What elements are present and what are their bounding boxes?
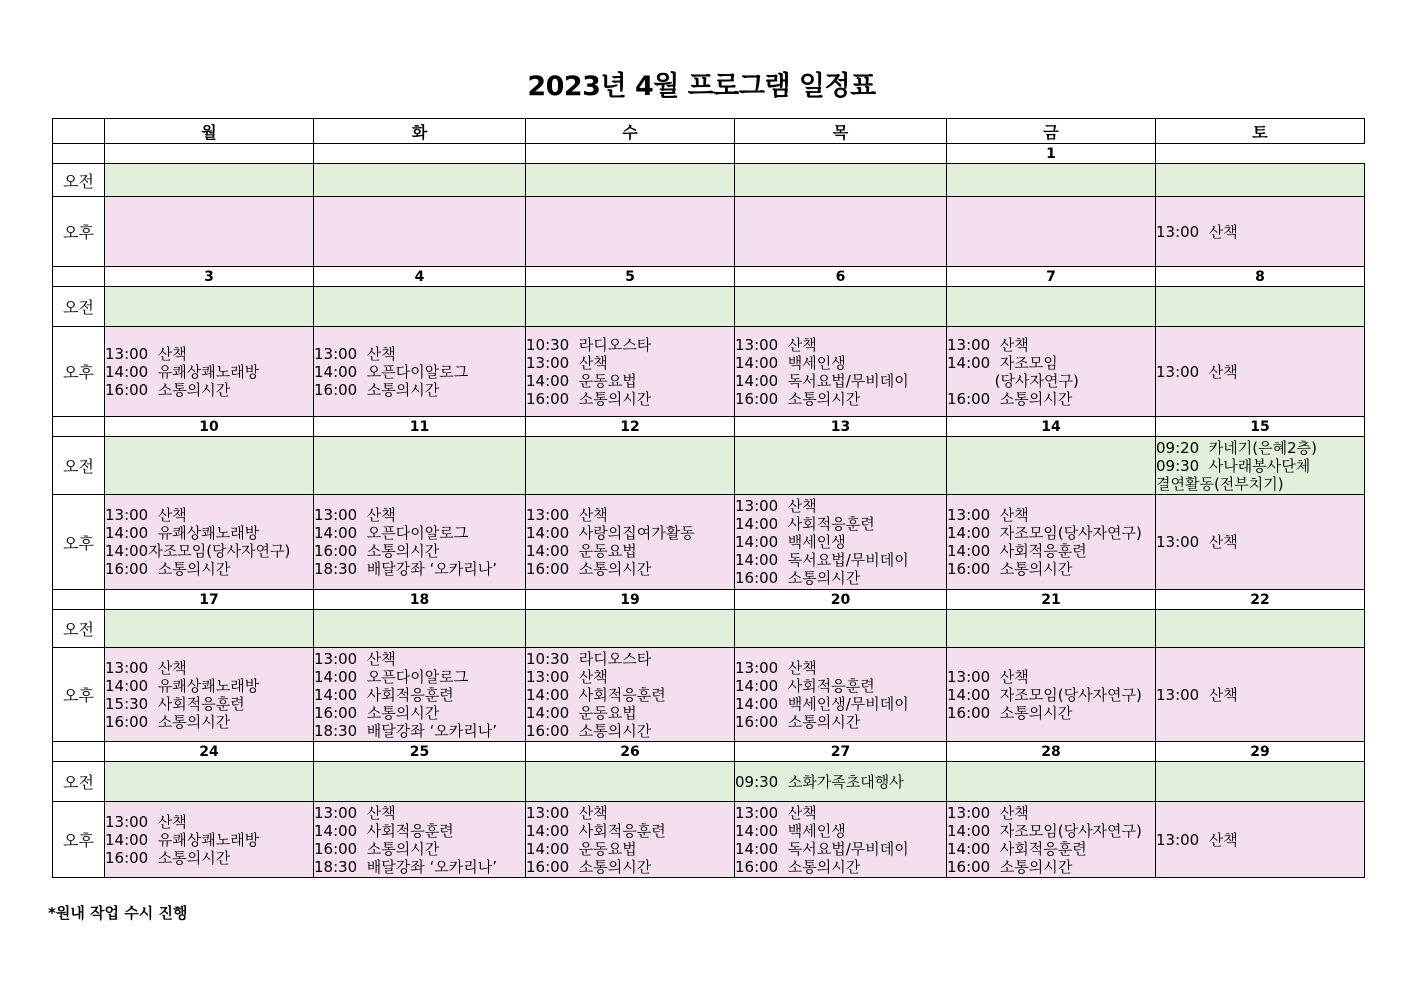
- schedule-cell: [105, 648, 314, 742]
- schedule-cell: [526, 648, 735, 742]
- schedule-entry: 18:30 배달강좌 ‘오카리나’: [314, 721, 497, 740]
- schedule-cell: [735, 197, 947, 267]
- day-header-sat: 토: [1156, 119, 1365, 144]
- schedule-cell: [1156, 648, 1365, 742]
- schedule-entry: 14:00 유쾌상쾌노래방: [105, 362, 260, 381]
- schedule-cell: [526, 802, 735, 878]
- schedule-entry: 14:00 오픈다이알로그: [314, 362, 469, 381]
- day-header-thu: 목: [735, 119, 947, 144]
- date-cell: 6: [735, 267, 947, 287]
- schedule-cell: [314, 648, 526, 742]
- schedule-cell: [1156, 197, 1365, 267]
- date-cell: 21: [947, 590, 1156, 610]
- period-label-pm: 오후: [53, 197, 105, 267]
- schedule-cell: [314, 287, 526, 327]
- schedule-entry: 16:00 소통의시간: [105, 560, 231, 578]
- schedule-cell: [1156, 327, 1365, 417]
- schedule-cell: [526, 495, 735, 590]
- period-label-pm: 오후: [53, 648, 105, 742]
- schedule-cell: [105, 327, 314, 417]
- schedule-entry: 14:00 운동요법: [526, 542, 637, 560]
- period-label-pm: 오후: [53, 495, 105, 590]
- schedule-cell: [1156, 164, 1365, 197]
- schedule-entry: 16:00 소통의시간: [105, 712, 231, 731]
- schedule-entry: 13:00 산책: [947, 335, 1029, 354]
- date-cell: [105, 144, 314, 164]
- schedule-entry: 16:00 소통의시간: [526, 721, 652, 740]
- schedule-cell: [314, 164, 526, 197]
- schedule-entry: 18:30 배달강좌 ‘오카리나’: [314, 857, 497, 876]
- schedule-entry: 16:00 소통의시간: [735, 712, 861, 731]
- schedule-entry: 16:00 소통의시간: [735, 389, 861, 408]
- day-header-fri: 금: [947, 119, 1156, 144]
- schedule-cell: [1156, 287, 1365, 327]
- pm-row: [53, 495, 1365, 590]
- schedule-cell: [735, 327, 947, 417]
- period-label-am: 오전: [53, 762, 105, 802]
- schedule-entry: 14:00 오픈다이알로그: [314, 524, 469, 542]
- schedule-entry: 13:00 산책: [735, 335, 817, 354]
- schedule-entry: 13:00 산책: [314, 803, 396, 822]
- schedule-entry: 16:00 소통의시간: [947, 703, 1073, 722]
- schedule-cell: [735, 802, 947, 878]
- schedule-entry: 13:00 산책: [1156, 222, 1238, 241]
- schedule-cell: [105, 610, 314, 648]
- date-cell: 4: [314, 267, 526, 287]
- date-cell: [526, 144, 735, 164]
- schedule-cell: [947, 197, 1156, 267]
- date-cell: 20: [735, 590, 947, 610]
- schedule-cell: [105, 197, 314, 267]
- date-cell: 15: [1156, 417, 1365, 437]
- date-cell: 18: [314, 590, 526, 610]
- schedule-entry: 14:00 사회적응훈련: [526, 821, 666, 840]
- date-cell: 17: [105, 590, 314, 610]
- schedule-entry: 14:00 사회적응훈련: [526, 685, 666, 704]
- period-label-pm: 오후: [53, 327, 105, 417]
- schedule-entry: 14:00 유쾌상쾌노래방: [105, 524, 260, 542]
- schedule-cell: [314, 197, 526, 267]
- schedule-entry: 16:00 소통의시간: [314, 703, 440, 722]
- schedule-entry: 16:00 소통의시간: [105, 848, 231, 867]
- date-cell: 29: [1156, 742, 1365, 762]
- date-row-blank: [53, 267, 105, 287]
- schedule-entry: (당사자연구): [947, 371, 1079, 390]
- schedule-entry: 14:00 운동요법: [526, 371, 637, 390]
- schedule-entry: 09:20 카네기(은혜2층): [1156, 438, 1317, 457]
- schedule-entry: 결연활동(전부치기): [1156, 474, 1284, 493]
- schedule-entry: 13:00 산책: [735, 803, 817, 822]
- day-header-wed: 수: [526, 119, 735, 144]
- schedule-cell: [314, 327, 526, 417]
- date-row-blank: [53, 742, 105, 762]
- schedule-entry: 09:30 사나래봉사단체: [1156, 456, 1311, 475]
- schedule-cell: [947, 287, 1156, 327]
- date-cell: 7: [947, 267, 1156, 287]
- schedule-entry: 14:00 사회적응훈련: [735, 676, 875, 695]
- schedule-cell: [1156, 802, 1365, 878]
- date-cell: [735, 144, 947, 164]
- schedule-entry: 16:00 소통의시간: [526, 857, 652, 876]
- date-cell: [314, 144, 526, 164]
- schedule-entry: 14:00 사랑의집여가활동: [526, 524, 695, 542]
- schedule-entry: 13:00 산책: [105, 812, 187, 831]
- date-cell: 26: [526, 742, 735, 762]
- date-cell: 28: [947, 742, 1156, 762]
- pm-row: [53, 327, 1365, 417]
- schedule-entry: 14:00 사회적응훈련: [735, 515, 875, 533]
- schedule-entry: 10:30 라디오스타: [526, 649, 652, 668]
- schedule-entry: 13:00 산책: [105, 658, 187, 677]
- schedule-entry: 14:00 독서요법/무비데이: [735, 371, 909, 390]
- schedule-entry: 13:00 산책: [314, 506, 396, 524]
- schedule-entry: 16:00 소통의시간: [526, 560, 652, 578]
- schedule-cell: [105, 762, 314, 802]
- pm-row: [53, 648, 1365, 742]
- date-cell: 3: [105, 267, 314, 287]
- schedule-entry: 16:00 소통의시간: [526, 389, 652, 408]
- schedule-entry: 14:00 자조모임: [947, 353, 1058, 372]
- am-row: [53, 762, 1365, 802]
- schedule-cell: [526, 164, 735, 197]
- schedule-entry: 14:00 유쾌상쾌노래방: [105, 830, 260, 849]
- schedule-entry: 16:00 소통의시간: [947, 857, 1073, 876]
- schedule-entry: 09:30 소화가족초대행사: [735, 772, 904, 791]
- date-row: [53, 590, 1365, 610]
- date-row: [53, 267, 1365, 287]
- schedule-entry: 16:00 소통의시간: [947, 560, 1073, 578]
- schedule-entry: 13:00 산책: [526, 506, 608, 524]
- footer-note: *원내 작업 수시 진행: [48, 904, 188, 922]
- schedule-entry: 14:00 유쾌상쾌노래방: [105, 676, 260, 695]
- schedule-cell: [947, 610, 1156, 648]
- schedule-entry: 14:00 자조모임(당사자연구): [947, 685, 1142, 704]
- schedule-cell: [314, 762, 526, 802]
- date-cell: 25: [314, 742, 526, 762]
- schedule-entry: 14:00 자조모임(당사자연구): [947, 524, 1142, 542]
- page-title: 2023년 4월 프로그램 일정표: [527, 71, 876, 102]
- schedule-entry: 16:00 소통의시간: [947, 389, 1073, 408]
- schedule-cell: [526, 287, 735, 327]
- schedule-cell: [735, 762, 947, 802]
- schedule-cell: [105, 287, 314, 327]
- schedule-entry: 14:00 오픈다이알로그: [314, 667, 469, 686]
- schedule-entry: 13:00 산책: [526, 353, 608, 372]
- day-header-row: [53, 119, 1365, 144]
- schedule-entry: 13:00 산책: [526, 803, 608, 822]
- date-row: [53, 417, 1365, 437]
- schedule-cell: [735, 495, 947, 590]
- schedule-entry: 18:30 배달강좌 ‘오카리나’: [314, 560, 497, 578]
- date-cell: 1: [947, 144, 1156, 164]
- am-row: [53, 287, 1365, 327]
- schedule-cell: [947, 762, 1156, 802]
- schedule-cell: [105, 495, 314, 590]
- period-label-am: 오전: [53, 437, 105, 495]
- schedule-table: [52, 118, 1365, 878]
- schedule-entry: 16:00 소통의시간: [314, 542, 440, 560]
- date-row-blank: [53, 590, 105, 610]
- schedule-cell: [947, 495, 1156, 590]
- schedule-cell: [314, 437, 526, 495]
- am-row: [53, 437, 1365, 495]
- schedule-entry: 13:00 산책: [1156, 685, 1238, 704]
- schedule-cell: [947, 164, 1156, 197]
- schedule-cell: [735, 610, 947, 648]
- schedule-entry: 13:00 산책: [1156, 830, 1238, 849]
- schedule-cell: [314, 610, 526, 648]
- schedule-entry: 13:00 산책: [314, 344, 396, 363]
- schedule-cell: [105, 164, 314, 197]
- date-cell: 5: [526, 267, 735, 287]
- schedule-cell: [105, 802, 314, 878]
- schedule-entry: 14:00 사회적응훈련: [314, 821, 454, 840]
- schedule-cell: [947, 802, 1156, 878]
- date-cell: [53, 144, 105, 164]
- date-cell: 8: [1156, 267, 1365, 287]
- schedule-entry: 14:00 백세인생/무비데이: [735, 694, 909, 713]
- schedule-cell: [526, 610, 735, 648]
- schedule-entry: 13:00 산책: [947, 803, 1029, 822]
- schedule-cell: [947, 648, 1156, 742]
- schedule-entry: 16:00 소통의시간: [735, 857, 861, 876]
- schedule-cell: [947, 327, 1156, 417]
- schedule-entry: 13:00 산책: [526, 667, 608, 686]
- schedule-entry: 16:00 소통의시간: [105, 380, 231, 399]
- schedule-entry: 13:00 산책: [947, 506, 1029, 524]
- schedule-entry: 13:00 산책: [314, 649, 396, 668]
- schedule-entry: 14:00 사회적응훈련: [314, 685, 454, 704]
- schedule-cell: [314, 495, 526, 590]
- schedule-entry: 14:00자조모임(당사자연구): [105, 542, 291, 560]
- schedule-cell: [735, 287, 947, 327]
- schedule-cell: [314, 802, 526, 878]
- schedule-entry: 14:00 백세인생: [735, 821, 846, 840]
- schedule-cell: [735, 164, 947, 197]
- am-row: [53, 610, 1365, 648]
- schedule-entry: 13:00 산책: [105, 506, 187, 524]
- schedule-entry: 13:00 산책: [1156, 533, 1238, 551]
- period-label-am: 오전: [53, 287, 105, 327]
- schedule-entry: 14:00 운동요법: [526, 839, 637, 858]
- schedule-cell: [947, 437, 1156, 495]
- schedule-entry: 14:00 운동요법: [526, 703, 637, 722]
- schedule-cell: [526, 437, 735, 495]
- schedule-entry: 14:00 백세인생: [735, 353, 846, 372]
- date-cell: 10: [105, 417, 314, 437]
- corner-cell: [53, 119, 105, 144]
- schedule-entry: 16:00 소통의시간: [314, 380, 440, 399]
- schedule-entry: 14:00 자조모임(당사자연구): [947, 821, 1142, 840]
- date-row: [53, 742, 1365, 762]
- date-cell: 19: [526, 590, 735, 610]
- date-row-blank: [53, 417, 105, 437]
- schedule-entry: 15:30 사회적응훈련: [105, 694, 245, 713]
- schedule-cell: [105, 437, 314, 495]
- day-header-tue: 화: [314, 119, 526, 144]
- date-cell: 11: [314, 417, 526, 437]
- schedule-entry: 13:00 산책: [105, 344, 187, 363]
- schedule-cell: [1156, 495, 1365, 590]
- schedule-entry: 13:00 산책: [947, 667, 1029, 686]
- am-row: [53, 164, 1365, 197]
- schedule-entry: 16:00 소통의시간: [735, 569, 861, 587]
- period-label-pm: 오후: [53, 802, 105, 878]
- schedule-entry: 14:00 사회적응훈련: [947, 839, 1087, 858]
- schedule-entry: 14:00 독서요법/무비데이: [735, 551, 909, 569]
- schedule-cell: [735, 437, 947, 495]
- period-label-am: 오전: [53, 164, 105, 197]
- schedule-cell: [735, 648, 947, 742]
- schedule-entry: 13:00 산책: [735, 658, 817, 677]
- date-cell: 24: [105, 742, 314, 762]
- pm-row: [53, 197, 1365, 267]
- schedule-entry: 16:00 소통의시간: [314, 839, 440, 858]
- period-label-am: 오전: [53, 610, 105, 648]
- date-row: [53, 144, 1365, 164]
- date-cell: 13: [735, 417, 947, 437]
- date-cell: 14: [947, 417, 1156, 437]
- schedule-entry: 13:00 산책: [1156, 362, 1238, 381]
- date-cell: 12: [526, 417, 735, 437]
- pm-row: [53, 802, 1365, 878]
- schedule-cell: [526, 762, 735, 802]
- schedule-cell: [526, 197, 735, 267]
- schedule-cell: [1156, 610, 1365, 648]
- date-cell: 27: [735, 742, 947, 762]
- schedule-cell: [1156, 762, 1365, 802]
- day-header-mon: 월: [105, 119, 314, 144]
- schedule-cell: [1156, 437, 1365, 495]
- schedule-entry: 14:00 사회적응훈련: [947, 542, 1087, 560]
- schedule-entry: 10:30 라디오스타: [526, 335, 652, 354]
- schedule-entry: 14:00 백세인생: [735, 533, 846, 551]
- schedule-entry: 14:00 독서요법/무비데이: [735, 839, 909, 858]
- schedule-cell: [526, 327, 735, 417]
- schedule-entry: 13:00 산책: [735, 497, 817, 515]
- date-cell: 22: [1156, 590, 1365, 610]
